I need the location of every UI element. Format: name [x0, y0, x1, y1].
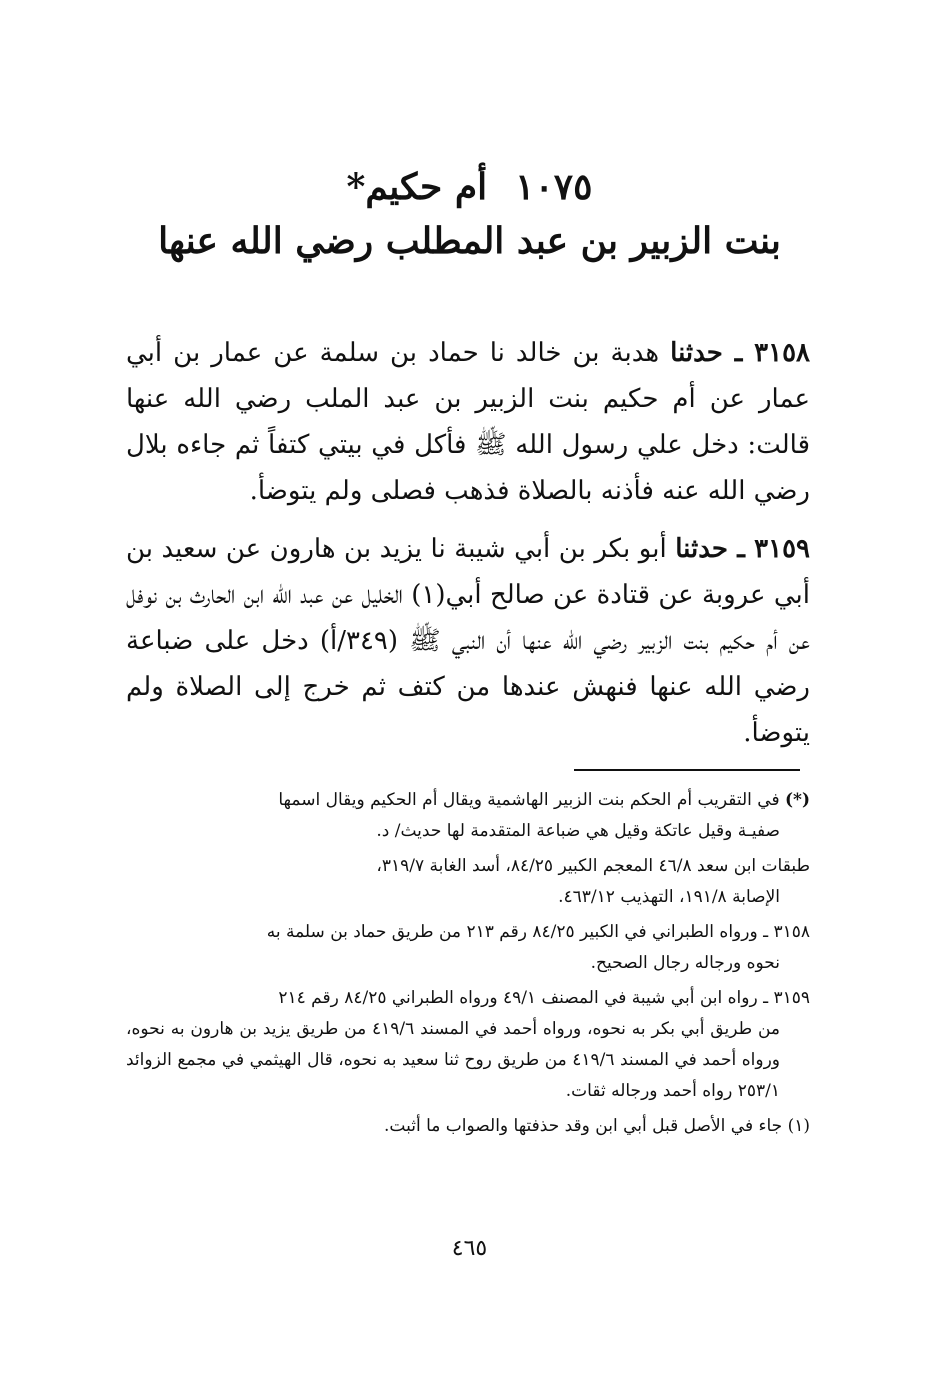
hadith-text: هدبة بن خالد نا حماد بن سلمة عن عمار بن أبي عمار عن أم حكيم بنت الزبير بن عبد الملب رضي الله عنها قالت: دخل علي رسول الله ﷺ فأكل في بيتي كتفاً ثم جاءه بلال رضي الله عنه فأذنه بالصلاة فذهب فصلى ولم يتوضأ.	[126, 338, 810, 506]
footnote-continuation: نحوه ورجاله رجال الصحيح.	[590, 953, 780, 973]
hadith-lead-word: حدثنا	[675, 534, 728, 564]
footnote-first-line: طبقات ابن سعد ٤٦/٨ المعجم الكبير ٨٤/٢٥، أسد الغابة ٣١٩/٧،	[376, 856, 810, 876]
footnote-continuation: صفيـة وقيل عاتكة وقيل هي ضباعة المتقدمة لها حديث/ د.	[376, 821, 780, 841]
chapter-name: أم حكيم*	[346, 166, 488, 208]
footnote-marker: (١)	[787, 1116, 810, 1136]
footnote	[126, 1111, 810, 1142]
footnote-divider	[574, 769, 800, 771]
footnote-first-line: ـ ورواه الطبراني في الكبير ٨٤/٢٥ رقم ٢١٣ من طريق حماد بن سلمة به	[266, 922, 774, 942]
hadith-text: أبو بكر بن أبي شيبة نا يزيد بن هارون عن سعيد بن أبي عروبة عن قتادة عن صالح أبي(١) الخليل عن عبد الله ابن الحارث بن نوفل عن أم حكيم بنت الزبير رضي الله عنها أن النبي ﷺ (٣٤٩/أ) دخل على ضباعة رضي الله عنها فنهش عندها من كتف ثم خرج إلى الصلاة ولم يتوضأ.	[126, 534, 810, 748]
footnote	[126, 917, 810, 979]
footnotes	[126, 785, 810, 1146]
footnote	[126, 851, 810, 913]
footnote-marker: (*)	[785, 790, 810, 810]
footnote-first-line: ـ رواه ابن أبي شيبة في المصنف ٤٩/١ ورواه الطبراني ٨٤/٢٥ رقم ٢١٤	[278, 988, 774, 1008]
chapter-heading	[100, 160, 839, 268]
chapter-number: ١٠٧٥	[515, 166, 593, 208]
footnote-marker: ٣١٥٨	[773, 922, 810, 942]
footnote-first-line: جاء في الأصل قبل أبي ابن وقد حذفتها والصواب ما أثبت.	[383, 1116, 788, 1136]
footnote	[126, 983, 810, 1107]
footnote	[126, 785, 810, 847]
footnote-marker: ٣١٥٩	[773, 988, 810, 1008]
footnote-first-line: في التقريب أم الحكم بنت الزبير الهاشمية ويقال أم الحكيم ويقال اسمها	[278, 790, 786, 810]
hadith-number: ٣١٥٩	[754, 534, 810, 564]
page-number: ٤٦٥	[451, 1236, 488, 1261]
chapter-title	[100, 160, 839, 214]
footnote-continuation: من طريق أبي بكر به نحوه، ورواه أحمد في المسند ٤١٩/٦ من طريق يزيد بن هارون به نحوه، ورواه أحمد في المسند ٤١٩/٦ من طريق روح ثنا سعيد به نحوه، قال الهيثمي في مجمع الزوائد ٢٥٣/١ رواه أحمد ورجاله ثقات.	[126, 1019, 780, 1101]
hadith-lead-word: حدثنا	[670, 338, 723, 368]
main-text	[126, 330, 810, 768]
footnote-continuation: الإصابة ١٩١/٨، التهذيب ٤٦٣/١٢.	[558, 887, 780, 907]
hadith-paragraph	[126, 330, 810, 514]
hadith-paragraph	[126, 526, 810, 756]
chapter-subtitle: بنت الزبير بن عبد المطلب رضي الله عنها	[158, 220, 781, 262]
hadith-separator: ـ	[722, 338, 755, 368]
hadith-number: ٣١٥٨	[754, 338, 810, 368]
hadith-separator: ـ	[727, 534, 755, 564]
